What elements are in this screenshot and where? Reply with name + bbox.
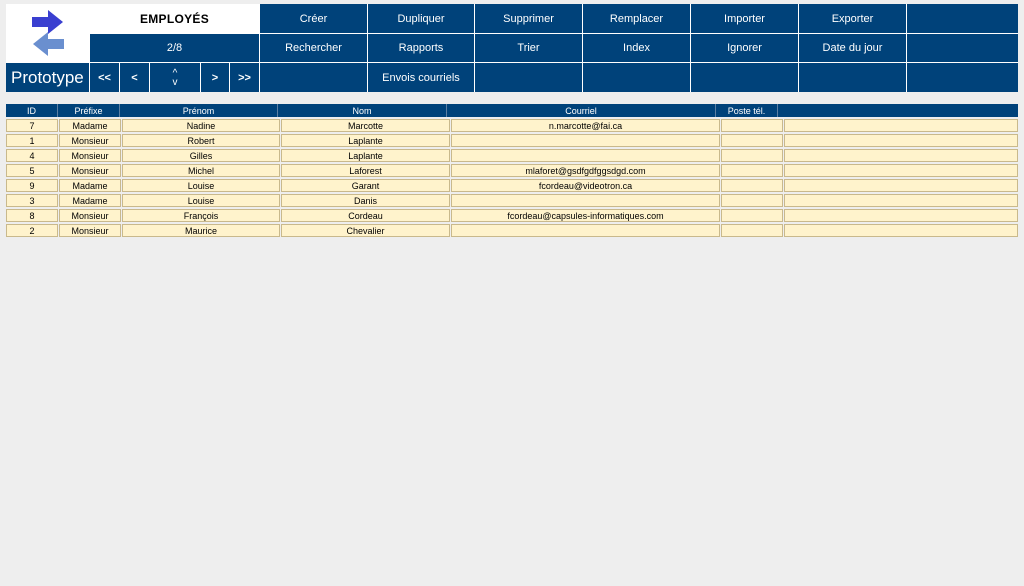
employees-table (6, 104, 1018, 237)
column-header-lastname[interactable]: Nom (278, 104, 447, 117)
cell-lastname[interactable]: Laforest (281, 164, 450, 177)
toolbar-blank-r3c (583, 63, 690, 92)
up-down-button[interactable] (150, 63, 200, 92)
cell-email[interactable]: fcordeau@videotron.ca (451, 179, 720, 192)
cell-phone-ext[interactable] (721, 179, 783, 192)
index-button[interactable]: Index (583, 34, 690, 62)
cell-phone-ext[interactable] (721, 164, 783, 177)
up-arrow-icon: ^ (172, 67, 178, 79)
toolbar-blank-r3d (691, 63, 798, 92)
cell-email[interactable] (451, 224, 720, 237)
cell-prefix[interactable]: Monsieur (59, 149, 121, 162)
column-header-phone-ext[interactable]: Poste tél. (716, 104, 778, 117)
cell-email[interactable] (451, 134, 720, 147)
cell-lastname[interactable]: Laplante (281, 134, 450, 147)
toolbar-blank-r1 (907, 4, 1018, 33)
down-arrow-icon: v (172, 76, 178, 88)
cell-id[interactable]: 8 (6, 209, 58, 222)
cell-firstname[interactable]: Nadine (122, 119, 280, 132)
column-header-id[interactable]: ID (6, 104, 58, 117)
cell-lastname[interactable]: Garant (281, 179, 450, 192)
create-button[interactable]: Créer (260, 4, 367, 33)
delete-button[interactable]: Supprimer (475, 4, 582, 33)
cell-prefix[interactable]: Monsieur (59, 209, 121, 222)
reports-button[interactable]: Rapports (368, 34, 474, 62)
column-header-prefix[interactable]: Préfixe (58, 104, 120, 117)
toolbar-blank-r2 (907, 34, 1018, 62)
page-title: EMPLOYÉS (90, 4, 259, 33)
cell-extra[interactable] (784, 179, 1018, 192)
today-date-button[interactable]: Date du jour (799, 34, 906, 62)
cell-id[interactable]: 4 (6, 149, 58, 162)
cell-extra[interactable] (784, 119, 1018, 132)
cell-id[interactable]: 2 (6, 224, 58, 237)
cell-phone-ext[interactable] (721, 134, 783, 147)
last-record-button[interactable]: >> (230, 63, 259, 92)
column-header-email[interactable]: Courriel (447, 104, 716, 117)
first-record-button[interactable]: << (90, 63, 119, 92)
cell-extra[interactable] (784, 149, 1018, 162)
table-row[interactable] (6, 119, 1018, 132)
cell-phone-ext[interactable] (721, 194, 783, 207)
cell-phone-ext[interactable] (721, 209, 783, 222)
cell-prefix[interactable]: Monsieur (59, 224, 121, 237)
cell-lastname[interactable]: Cordeau (281, 209, 450, 222)
table-row[interactable] (6, 149, 1018, 162)
cell-email[interactable] (451, 194, 720, 207)
toolbar-blank-r3b (475, 63, 582, 92)
record-counter: 2/8 (90, 34, 259, 62)
export-button[interactable]: Exporter (799, 4, 906, 33)
cell-lastname[interactable]: Marcotte (281, 119, 450, 132)
cell-phone-ext[interactable] (721, 149, 783, 162)
cell-firstname[interactable]: Louise (122, 179, 280, 192)
cell-prefix[interactable]: Monsieur (59, 164, 121, 177)
import-button[interactable]: Importer (691, 4, 798, 33)
toolbar-blank-r3e (799, 63, 906, 92)
cell-firstname[interactable]: Robert (122, 134, 280, 147)
table-row[interactable] (6, 209, 1018, 222)
cell-extra[interactable] (784, 164, 1018, 177)
cell-prefix[interactable]: Madame (59, 194, 121, 207)
cell-prefix[interactable]: Monsieur (59, 134, 121, 147)
cell-extra[interactable] (784, 224, 1018, 237)
cell-firstname[interactable]: François (122, 209, 280, 222)
cell-email[interactable]: n.marcotte@fai.ca (451, 119, 720, 132)
cell-id[interactable]: 5 (6, 164, 58, 177)
table-row[interactable] (6, 194, 1018, 207)
cell-email[interactable] (451, 149, 720, 162)
column-header-firstname[interactable]: Prénom (120, 104, 278, 117)
ignore-button[interactable]: Ignorer (691, 34, 798, 62)
table-row[interactable] (6, 164, 1018, 177)
cell-extra[interactable] (784, 194, 1018, 207)
duplicate-button[interactable]: Dupliquer (368, 4, 474, 33)
cell-id[interactable]: 7 (6, 119, 58, 132)
app-logo[interactable] (6, 4, 89, 62)
table-row[interactable] (6, 224, 1018, 237)
table-header (6, 104, 1018, 117)
cell-id[interactable]: 3 (6, 194, 58, 207)
replace-button[interactable]: Remplacer (583, 4, 690, 33)
table-row[interactable] (6, 179, 1018, 192)
cell-firstname[interactable]: Maurice (122, 224, 280, 237)
cell-lastname[interactable]: Danis (281, 194, 450, 207)
cell-phone-ext[interactable] (721, 119, 783, 132)
toolbar-blank-r3a (260, 63, 367, 92)
swap-arrows-icon (30, 9, 66, 57)
prev-record-button[interactable]: < (120, 63, 149, 92)
cell-extra[interactable] (784, 134, 1018, 147)
next-record-button[interactable]: > (201, 63, 229, 92)
cell-email[interactable]: mlaforet@gsdfgdfggsdgd.com (451, 164, 720, 177)
table-row[interactable] (6, 134, 1018, 147)
search-button[interactable]: Rechercher (260, 34, 367, 62)
cell-prefix[interactable]: Madame (59, 179, 121, 192)
cell-phone-ext[interactable] (721, 224, 783, 237)
cell-firstname[interactable]: Gilles (122, 149, 280, 162)
column-header-extra (778, 104, 1012, 117)
cell-email[interactable]: fcordeau@capsules-informatiques.com (451, 209, 720, 222)
table-body (6, 119, 1018, 237)
cell-firstname[interactable]: Michel (122, 164, 280, 177)
sort-button[interactable]: Trier (475, 34, 582, 62)
cell-id[interactable]: 1 (6, 134, 58, 147)
cell-prefix[interactable]: Madame (59, 119, 121, 132)
cell-firstname[interactable]: Louise (122, 194, 280, 207)
cell-lastname[interactable]: Laplante (281, 149, 450, 162)
cell-lastname[interactable]: Chevalier (281, 224, 450, 237)
cell-extra[interactable] (784, 209, 1018, 222)
toolbar-blank-r3f (907, 63, 1018, 92)
app-name-label: Prototype (6, 63, 89, 92)
send-emails-button[interactable]: Envois courriels (368, 63, 474, 92)
toolbar-header (6, 4, 1018, 92)
cell-id[interactable]: 9 (6, 179, 58, 192)
